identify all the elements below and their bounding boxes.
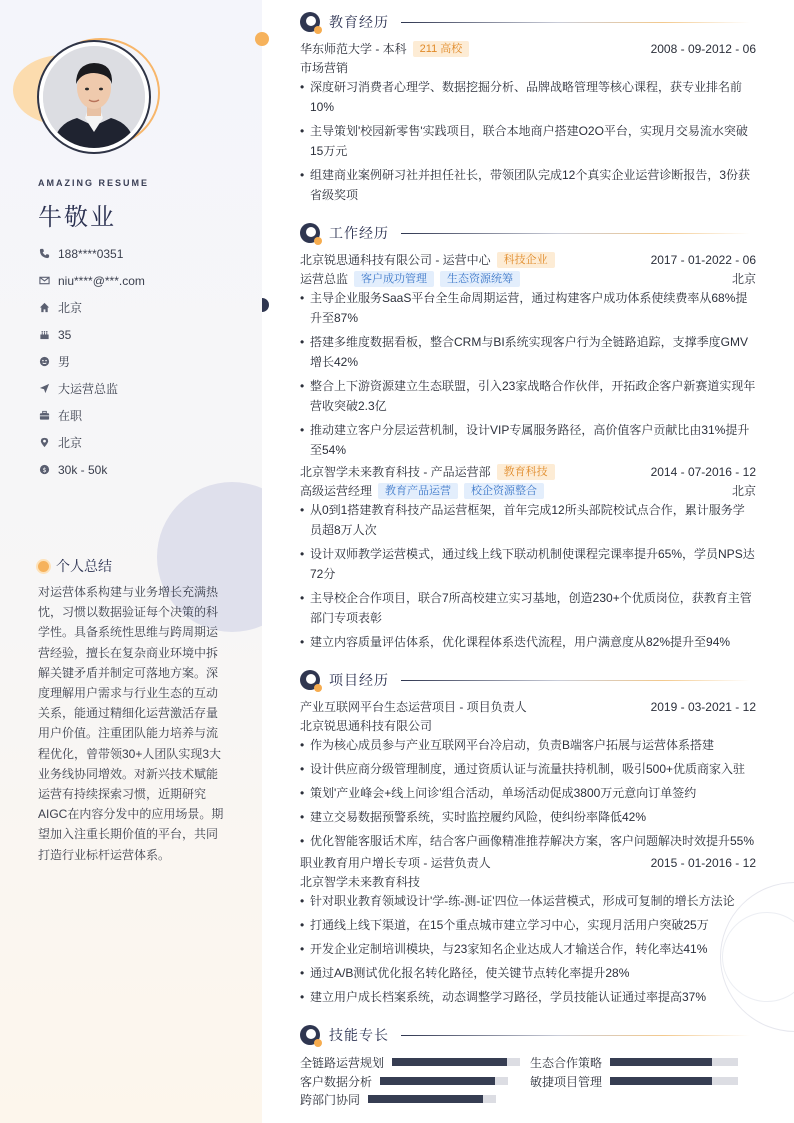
gender-icon (38, 356, 50, 368)
skill-item (530, 1053, 738, 1071)
list-item: • 从0到1搭建教育科技产品运营框架，首年完成12所头部院校试点合作，累计服务学员超8万人次 (300, 500, 756, 540)
list-item: • 建立内容质量评估体系，优化课程体系迭代流程，用户满意度从82%提升至94% (300, 632, 756, 652)
section-icon (300, 223, 320, 243)
project-date: 2019 - 03-2021 - 12 (650, 699, 756, 714)
salary-text: 30k - 50k (58, 462, 108, 477)
list-item: • 主导企业服务SaaS平台全生命周期运营，通过构建客户成功体系使续费率从68%提升至87% (300, 288, 756, 328)
location-pin-icon (38, 437, 50, 449)
contact-info (38, 240, 248, 483)
gender-text: 男 (58, 355, 71, 369)
list-item: • 设计双师教学运营模式，通过线上线下联动机制使课程完课率提升65%，学员NPS达72分 (300, 544, 756, 584)
list-item: • 推动建立客户分层运营机制，设计VIP专属服务路径，高价值客户贡献比由31%提升至54% (300, 420, 756, 460)
list-item: • 针对职业教育领域设计'学-练-测-证'四位一体运营模式，形成可复制的增长方法论 (300, 891, 756, 911)
skill-bar-fill (380, 1077, 495, 1085)
section-projects (300, 668, 750, 692)
company-name: 北京智学未来教育科技 - 产品运营部 (300, 465, 491, 479)
list-item: • 组建商业案例研习社并担任社长，带领团队完成12个真实企业运营诊断报告，3份获省级奖项 (300, 165, 756, 205)
skill-name: 生态合作策略 (530, 1055, 603, 1070)
cake-icon (38, 329, 50, 341)
briefcase-icon (38, 410, 50, 422)
info-home (38, 294, 248, 321)
work-city: 北京 (731, 272, 756, 286)
list-item: • 主导校企合作项目，联合7所高校建立实习基地，创造230+个优质岗位，获教育主管部门专项表彰 (300, 588, 756, 628)
skill-item (300, 1072, 508, 1090)
list-item: • 开发企业定制培训模块，与23家知名企业达成人才输送合作，转化率达41% (300, 939, 756, 959)
list-item: • 优化智能客服话术库，结合客户画像精准推荐解决方案，客户问题解决时效提升55% (300, 831, 756, 851)
job-role: 高级运营经理 (300, 484, 373, 498)
section-education (300, 10, 750, 34)
svg-text:$: $ (41, 465, 47, 474)
list-item: • 设计供应商分级管理制度，通过资质认证与流量扶持机制，吸引500+优质商家入驻 (300, 759, 756, 779)
decor-dot (255, 32, 269, 46)
skill-bar (610, 1058, 738, 1066)
section-divider (401, 680, 750, 681)
project-date: 2015 - 01-2016 - 12 (650, 855, 756, 870)
skill-bar (368, 1095, 496, 1103)
age-text: 35 (58, 327, 72, 342)
info-status (38, 402, 248, 429)
info-phone (38, 240, 248, 267)
info-gender (38, 348, 248, 375)
avatar (37, 40, 151, 154)
send-icon (38, 383, 50, 395)
section-divider (401, 1035, 750, 1036)
phone-icon (38, 248, 50, 260)
work-item (300, 250, 756, 464)
list-item: • 建立用户成长档案系统，动态调整学习路径，学员技能认证通过率提高37% (300, 987, 756, 1007)
work-date: 2014 - 07-2016 - 12 (650, 464, 756, 479)
project-item (300, 853, 756, 1011)
job-role: 运营总监 (300, 272, 349, 286)
list-item: • 建立交易数据预警系统，实时监控履约风险，使纠纷率降低42% (300, 807, 756, 827)
status-text: 在职 (58, 409, 83, 423)
summary-text: 对运营体系构建与业务增长充满热忱，习惯以数据验证每个决策的科学性。具备系统性思维与跨周期运营经验，擅长在复杂商业环境中拆解关键矛盾并制定可落地方案。深度理解用户需求与行业生态的互动关系，能通过精细化运营激活存量用户价值。注重团队能力培养与流程优化，曾带领30+人团队实现3大业务线协同增效。对新兴技术赋能运营有持续探索习惯，近期研究AIGC在内容分发中的应用场景。期望加入注重长期价值的平台，共同打造行业标杆运营体系。 (38, 585, 224, 862)
role-tag: 教育产品运营 (378, 483, 458, 499)
skill-bar (610, 1077, 738, 1085)
section-divider (401, 233, 750, 234)
section-icon (300, 670, 320, 690)
section-icon (300, 1025, 320, 1045)
info-age (38, 321, 248, 348)
company-name: 北京锐思通科技有限公司 - 运营中心 (300, 253, 491, 267)
section-title: 教育经历 (329, 14, 389, 30)
sidebar (0, 0, 262, 1123)
info-city (38, 429, 248, 456)
info-position (38, 375, 248, 402)
resume-tagline: AMAZING RESUME (38, 178, 149, 188)
home-text: 北京 (58, 301, 83, 315)
summary-heading (38, 556, 112, 576)
project-org: 北京智学未来教育科技 (300, 875, 421, 889)
money-icon (38, 464, 50, 476)
role-tag: 校企资源整合 (464, 483, 544, 499)
major: 市场营销 (300, 61, 349, 75)
mail-icon (38, 275, 50, 287)
summary-dot-icon (38, 561, 49, 572)
project-name: 产业互联网平台生态运营项目 - 项目负责人 (300, 700, 527, 714)
phone-text: 188****0351 (58, 246, 124, 261)
home-icon (38, 302, 50, 314)
skill-bar (380, 1077, 508, 1085)
info-email (38, 267, 248, 294)
skill-bar (392, 1058, 520, 1066)
company-tag: 科技企业 (497, 252, 555, 268)
skill-item (530, 1072, 738, 1090)
project-name: 职业教育用户增长专项 - 运营负责人 (300, 856, 491, 870)
skill-item (300, 1090, 496, 1108)
skill-name: 客户数据分析 (300, 1074, 373, 1089)
email-text: niu****@***.com (58, 273, 145, 288)
section-work (300, 221, 750, 245)
skill-name: 跨部门协同 (300, 1092, 361, 1107)
list-item: • 打通线上线下渠道，在15个重点城市建立学习中心，实现月活用户突破25万 (300, 915, 756, 935)
section-title: 技能专长 (329, 1027, 389, 1043)
school-name: 华东师范大学 - 本科 (300, 42, 407, 56)
skill-name: 敏捷项目管理 (530, 1074, 603, 1089)
position-text: 大运营总监 (58, 382, 119, 396)
list-item: • 搭建多维度数据看板，整合CRM与BI系统实现客户行为全链路追踪，支撑季度GMV增长42% (300, 332, 756, 372)
city-text: 北京 (58, 436, 83, 450)
list-item: • 深度研习消费者心理学、数据挖掘分析、品牌战略管理等核心课程，获专业排名前10% (300, 77, 756, 117)
info-salary (38, 456, 248, 483)
work-date: 2017 - 01-2022 - 06 (650, 252, 756, 267)
project-item (300, 697, 756, 855)
skill-bar-fill (392, 1058, 507, 1066)
avatar-photo (43, 46, 145, 148)
list-item: • 主导策划'校园新零售'实践项目，联合本地商户搭建O2O平台，实现月交易流水突破15万元 (300, 121, 756, 161)
skill-item (300, 1053, 520, 1071)
skill-bar-fill (610, 1077, 712, 1085)
skill-bar-fill (368, 1095, 483, 1103)
list-item: • 作为核心成员参与产业互联网平台冷启动，负责B端客户拓展与运营体系搭建 (300, 735, 756, 755)
section-divider (401, 22, 750, 23)
skill-name: 全链路运营规划 (300, 1055, 385, 1070)
summary-title: 个人总结 (56, 558, 112, 574)
work-item (300, 462, 756, 656)
list-item: • 通过A/B测试优化报名转化路径，使关键节点转化率提升28% (300, 963, 756, 983)
project-org: 北京锐思通科技有限公司 (300, 719, 433, 733)
education-date: 2008 - 09-2012 - 06 (650, 41, 756, 56)
candidate-name: 牛敬业 (38, 204, 116, 231)
section-icon (300, 12, 320, 32)
school-tag: 211 高校 (413, 41, 470, 57)
section-skills (300, 1023, 750, 1047)
section-title: 项目经历 (329, 672, 389, 688)
section-title: 工作经历 (329, 225, 389, 241)
list-item: • 策划'产业峰会+线上问诊'组合活动，单场活动促成3800万元意向订单签约 (300, 783, 756, 803)
skill-bar-fill (610, 1058, 712, 1066)
education-item (300, 39, 756, 209)
work-city: 北京 (731, 484, 756, 498)
role-tag: 客户成功管理 (354, 271, 434, 287)
role-tag: 生态资源统筹 (440, 271, 520, 287)
list-item: • 整合上下游资源建立生态联盟，引入23家战略合作伙伴，开拓政企客户新赛道实现年营收突破2.3亿 (300, 376, 756, 416)
company-tag: 教育科技 (497, 464, 555, 480)
